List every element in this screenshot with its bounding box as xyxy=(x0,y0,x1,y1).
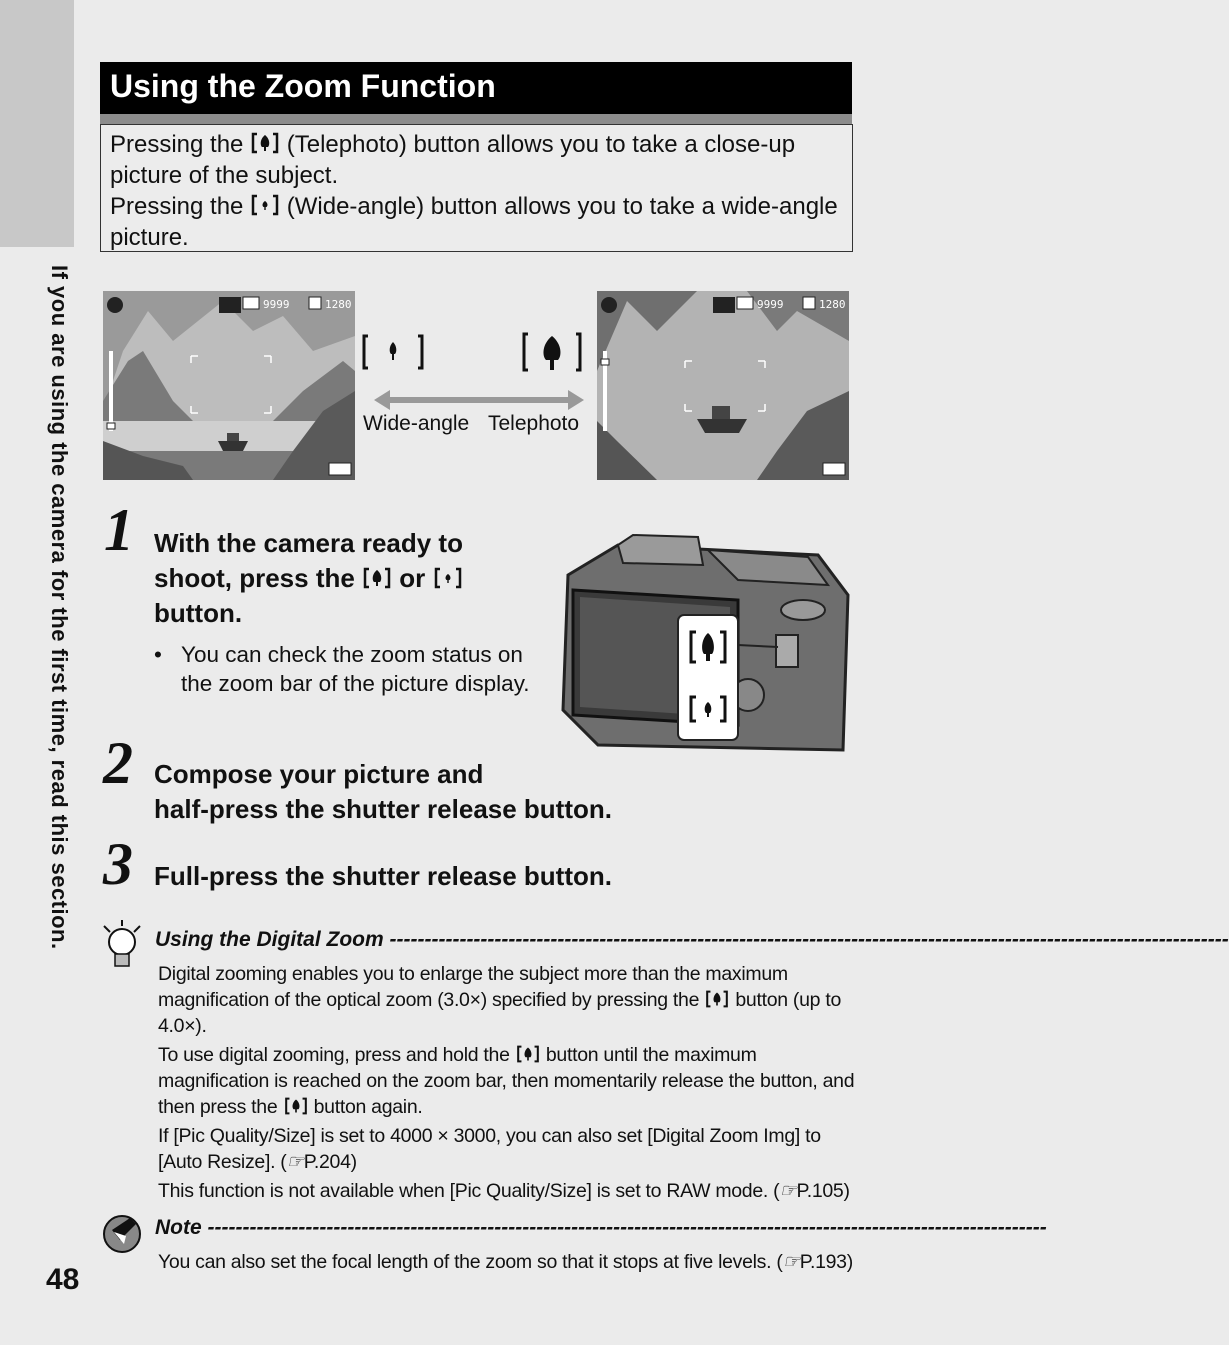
hint-heading: Using the Digital Zoom ------------------------------------------------------------------------------------------------------------------------ xyxy=(155,928,1229,951)
telephoto-icon xyxy=(251,132,279,154)
reference-icon: ☞ xyxy=(286,1151,304,1173)
section-title: Using the Zoom Function xyxy=(110,68,496,104)
camera-back-illustration xyxy=(558,535,850,757)
step-2-number: 2 xyxy=(103,730,133,796)
lightbulb-icon xyxy=(100,920,144,972)
svg-text:9999: 9999 xyxy=(757,298,784,311)
side-tab-text: If you are using the camera for the first time, read this section. xyxy=(47,265,72,950)
intro-paragraph-telephoto: Pressing the (Telephoto) button allows you to take a close-up picture of the subject. xyxy=(110,131,796,189)
step-3-title: Full-press the shutter release button. xyxy=(154,861,612,891)
screen-quality: 1280 xyxy=(325,298,352,311)
step-1-number: 1 xyxy=(104,497,134,563)
reference-icon: ☞ xyxy=(779,1180,797,1202)
reference-icon: ☞ xyxy=(782,1251,800,1273)
page-number: 48 xyxy=(46,1263,80,1296)
telephoto-label: Telephoto xyxy=(488,412,580,435)
section-tab xyxy=(0,0,74,247)
step-1-title: With the camera ready to shoot, press the or button. xyxy=(154,528,463,628)
note-icon xyxy=(100,1210,144,1254)
telephoto-icon xyxy=(705,990,729,1008)
intro-paragraph-wide: Pressing the (Wide-angle) button allows you to take a wide-angle picture. xyxy=(110,193,838,251)
zoom-direction-arrow xyxy=(362,330,592,440)
section-title-bar xyxy=(100,62,852,124)
wide-angle-label: Wide-angle xyxy=(363,412,470,435)
step-1-bullet: • You can check the zoom status on the zoom bar of the picture display. xyxy=(154,642,530,696)
svg-text:1280: 1280 xyxy=(819,298,846,311)
note-heading: Note ------------------------------------------------------------------------------------------------------------------------ xyxy=(155,1216,1047,1239)
wide-angle-screen-illustration xyxy=(103,291,355,480)
wide-angle-icon xyxy=(251,194,279,216)
telephoto-screen-illustration xyxy=(597,291,849,480)
note-body: You can also set the focal length of the zoom so that it stops at five levels. (☞P.193) xyxy=(158,1251,853,1273)
intro-box xyxy=(100,124,853,252)
telephoto-icon xyxy=(516,1045,540,1063)
wide-angle-icon xyxy=(434,567,462,589)
step-2-title: Compose your picture and half-press the shutter release button. xyxy=(154,759,612,824)
step-3-number: 3 xyxy=(103,831,133,897)
telephoto-icon xyxy=(363,567,391,589)
hint-body: Digital zooming enables you to enlarge the subject more than the maximum magnification of the optical zoom (3.0×) specified by pressing the button (up to 4.0×). To use digital zooming, press and hold the button until the maximum magnification is reached on the zoom bar, then momentarily release the button, and then press the button again. If [Pic Quality/Size] is set to 4000 × 3000, you can also set [Digital Zoom Img] to [Auto Resize]. (☞P.204) This function is not available when [Pic Quality/Size] is set to RAW mode. (☞P.105) xyxy=(158,963,855,1202)
screen-counter: 9999 xyxy=(263,298,290,311)
telephoto-icon xyxy=(284,1097,308,1115)
